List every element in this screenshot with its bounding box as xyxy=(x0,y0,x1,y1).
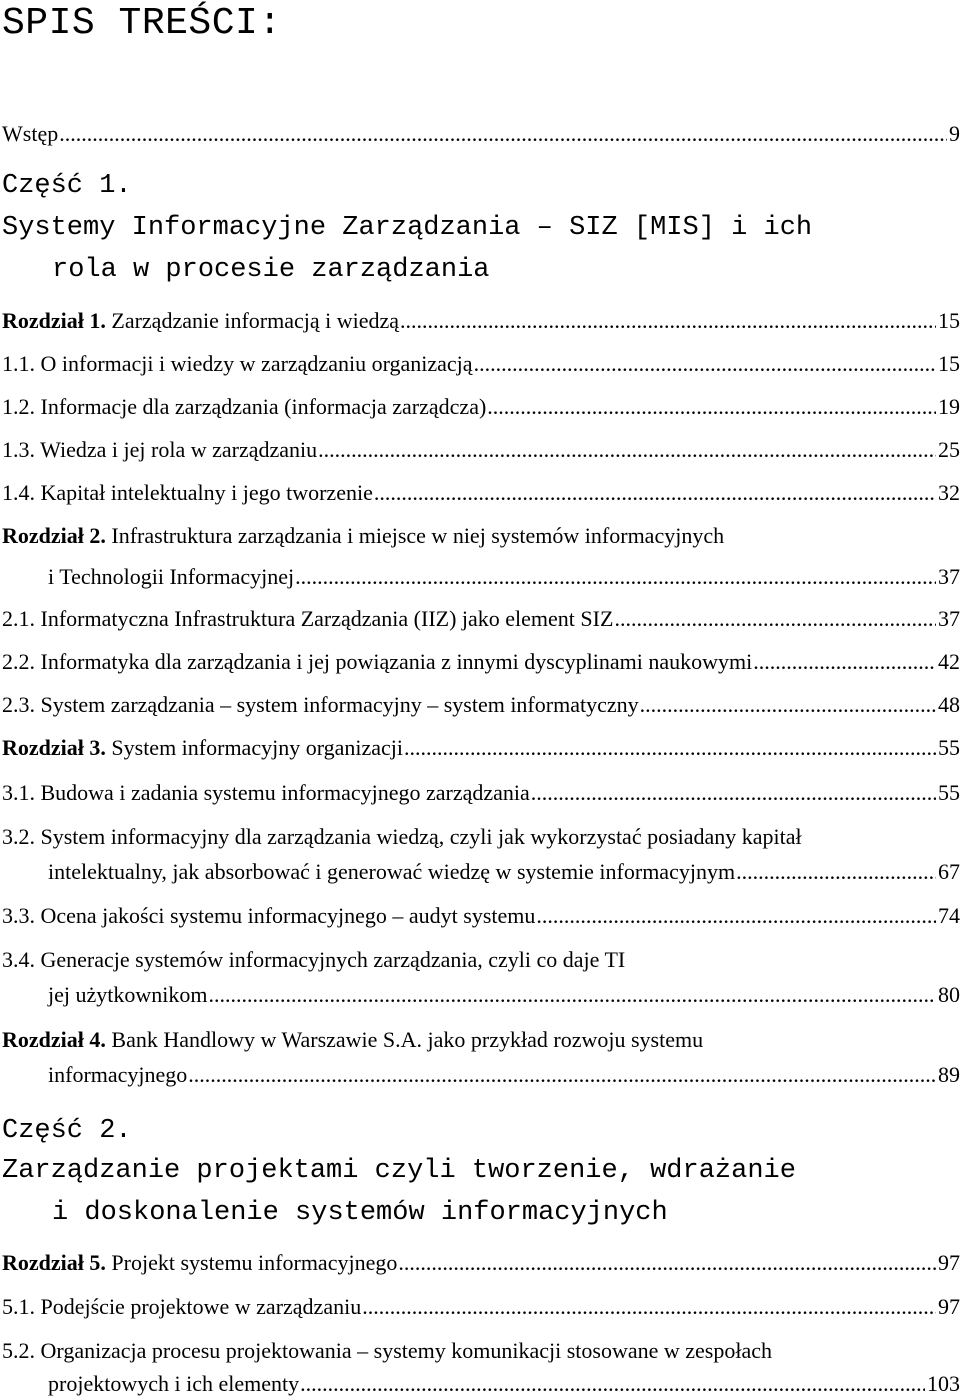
chapter-prefix: Rozdział 4. xyxy=(2,1027,106,1052)
toc-entry-section-2-2[interactable] xyxy=(2,644,960,679)
section-prefix: 5.1. xyxy=(2,1294,35,1319)
dot-leader xyxy=(531,775,936,810)
section-prefix: 2.2. xyxy=(2,649,35,674)
toc-page-number: 37 xyxy=(938,606,960,631)
toc-entry-label-line-2: informacyjnego xyxy=(48,1062,188,1087)
section-prefix: 1.2. xyxy=(2,394,35,419)
toc-entry-chapter-4[interactable] xyxy=(2,1022,960,1092)
toc-entry-section-5-2[interactable] xyxy=(2,1333,960,1400)
toc-entry-label: Wiedza i jej rola w zarządzaniu xyxy=(40,437,318,462)
toc-page-number: 9 xyxy=(949,121,960,146)
toc-page-number: 89 xyxy=(938,1062,960,1087)
section-prefix: 1.4. xyxy=(2,480,35,505)
toc-entry-chapter-5[interactable] xyxy=(2,1245,960,1280)
section-prefix: 3.2. xyxy=(2,824,35,849)
toc-entry-chapter-2[interactable] xyxy=(2,518,960,594)
toc-entry-section-5-1[interactable] xyxy=(2,1289,960,1324)
toc-page-number: 55 xyxy=(938,735,960,760)
dot-leader xyxy=(400,303,936,338)
dot-leader xyxy=(736,854,936,889)
toc-entry-section-3-3[interactable] xyxy=(2,898,960,933)
chapter-prefix: Rozdział 1. xyxy=(2,308,106,333)
toc-entry-label: Projekt systemu informacyjnego xyxy=(111,1250,398,1275)
toc-page-number: 32 xyxy=(938,480,960,505)
toc-page-number: 55 xyxy=(938,780,960,805)
part-1-title-line-1: Systemy Informacyjne Zarządzania – SIZ [MIS] i ich xyxy=(2,213,813,243)
toc-entry-label: Zarządzanie informacją i wiedzą xyxy=(111,308,400,333)
toc-entry-section-3-1[interactable] xyxy=(2,775,960,810)
toc-entry-intro[interactable] xyxy=(2,116,960,151)
toc-entry-label-line-2: jej użytkownikom xyxy=(48,982,208,1007)
toc-entry-label-line-2: intelektualny, jak absorbować i generować wiedzę w systemie informacyjnym xyxy=(48,859,736,884)
dot-leader xyxy=(300,1368,925,1400)
toc-page-number: 80 xyxy=(938,982,960,1007)
toc-entry-section-3-2[interactable] xyxy=(2,819,960,889)
dot-leader xyxy=(536,898,936,933)
chapter-prefix: Rozdział 3. xyxy=(2,735,106,760)
toc-entry-label: Kapitał intelektualny i jego tworzenie xyxy=(40,480,373,505)
toc-entry-label: System informacyjny organizacji xyxy=(111,735,404,760)
toc-entry-label: Wstęp xyxy=(2,121,59,146)
toc-entry-label: Informatyka dla zarządzania i jej powiązania z innymi dyscyplinami naukowymi xyxy=(40,649,753,674)
toc-page-number: 15 xyxy=(938,308,960,333)
dot-leader xyxy=(398,1245,936,1280)
toc-entry-section-3-4[interactable] xyxy=(2,942,960,1012)
toc-page-number: 19 xyxy=(938,394,960,419)
dot-leader xyxy=(474,346,936,381)
toc-entry-label-line-1: Generacje systemów informacyjnych zarządzania, czyli co daje TI xyxy=(40,947,626,972)
toc-entry-section-1-4[interactable] xyxy=(2,475,960,510)
toc-entry-label-line-1: Organizacja procesu projektowania – systemy komunikacji stosowane w zespołach xyxy=(40,1338,772,1363)
part-2-title-line-2: i doskonalenie systemów informacyjnych xyxy=(52,1198,668,1228)
toc-page-number: 74 xyxy=(938,903,960,928)
toc-entry-section-2-3[interactable] xyxy=(2,687,960,722)
toc-entry-label-line-1: Infrastruktura zarządzania i miejsce w niej systemów informacyjnych xyxy=(111,523,725,548)
toc-page-number: 25 xyxy=(938,437,960,462)
part-1-title xyxy=(2,207,812,291)
toc-entry-label: Informacje dla zarządzania (informacja zarządcza) xyxy=(40,394,487,419)
toc-entry-label-line-2: i Technologii Informacyjnej xyxy=(48,564,295,589)
dot-leader xyxy=(374,475,936,510)
toc-entry-label: System zarządzania – system informacyjny – system informatyczny xyxy=(40,692,639,717)
toc-page-number: 97 xyxy=(938,1294,960,1319)
chapter-prefix: Rozdział 2. xyxy=(2,523,106,548)
toc-entry-label: Ocena jakości systemu informacyjnego – audyt systemu xyxy=(40,903,536,928)
section-prefix: 3.1. xyxy=(2,780,35,805)
part-2-title xyxy=(2,1150,796,1234)
section-prefix: 2.3. xyxy=(2,692,35,717)
toc-page-number: 15 xyxy=(938,351,960,376)
section-prefix: 1.1. xyxy=(2,351,35,376)
toc-entry-label-line-2: projektowych i ich elementy xyxy=(48,1371,300,1396)
toc-entry-section-1-2[interactable] xyxy=(2,389,960,424)
toc-entry-chapter-1[interactable] xyxy=(2,303,960,338)
toc-entry-label-line-1: System informacyjny dla zarządzania wiedzą, czyli jak wykorzystać posiadany kapitał xyxy=(40,824,802,849)
dot-leader xyxy=(487,389,936,424)
dot-leader xyxy=(640,687,936,722)
toc-entry-label-line-1: Bank Handlowy w Warszawie S.A. jako przykład rozwoju systemu xyxy=(111,1027,704,1052)
dot-leader xyxy=(614,601,936,636)
chapter-prefix: Rozdział 5. xyxy=(2,1250,106,1275)
dot-leader xyxy=(362,1289,936,1324)
dot-leader xyxy=(318,432,936,467)
section-prefix: 2.1. xyxy=(2,606,35,631)
toc-entry-label: O informacji i wiedzy w zarządzaniu organizacją xyxy=(40,351,473,376)
toc-page-number: 67 xyxy=(938,859,960,884)
toc-entry-section-2-1[interactable] xyxy=(2,601,960,636)
dot-leader xyxy=(188,1057,936,1092)
toc-entry-label: Budowa i zadania systemu informacyjnego zarządzania xyxy=(40,780,530,805)
section-prefix: 3.3. xyxy=(2,903,35,928)
toc-page-number: 37 xyxy=(938,564,960,589)
section-prefix: 1.3. xyxy=(2,437,35,462)
dot-leader xyxy=(404,730,936,765)
toc-page-number: 48 xyxy=(938,692,960,717)
dot-leader xyxy=(753,644,936,679)
toc-entry-chapter-3[interactable] xyxy=(2,730,960,765)
toc-entry-label: Informatyczna Infrastruktura Zarządzania (IIZ) jako element SIZ xyxy=(40,606,614,631)
toc-page-number: 42 xyxy=(938,649,960,674)
dot-leader xyxy=(208,977,936,1012)
toc-page-number: 97 xyxy=(938,1250,960,1275)
dot-leader xyxy=(59,116,947,151)
part-2-title-line-1: Zarządzanie projektami czyli tworzenie, wdrażanie xyxy=(2,1156,796,1186)
toc-page-number: 103 xyxy=(927,1371,960,1396)
part-2-heading: Część 2. xyxy=(2,1116,132,1146)
section-prefix: 3.4. xyxy=(2,947,35,972)
toc-entry-section-1-1[interactable] xyxy=(2,346,960,381)
part-1-title-line-2: rola w procesie zarządzania xyxy=(52,255,490,285)
section-prefix: 5.2. xyxy=(2,1338,35,1363)
part-1-heading: Część 1. xyxy=(2,171,132,201)
toc-entry-section-1-3[interactable] xyxy=(2,432,960,467)
dot-leader xyxy=(295,559,936,594)
toc-entry-label: Podejście projektowe w zarządzaniu xyxy=(40,1294,362,1319)
page-title: SPIS TREŚCI: xyxy=(2,2,282,45)
